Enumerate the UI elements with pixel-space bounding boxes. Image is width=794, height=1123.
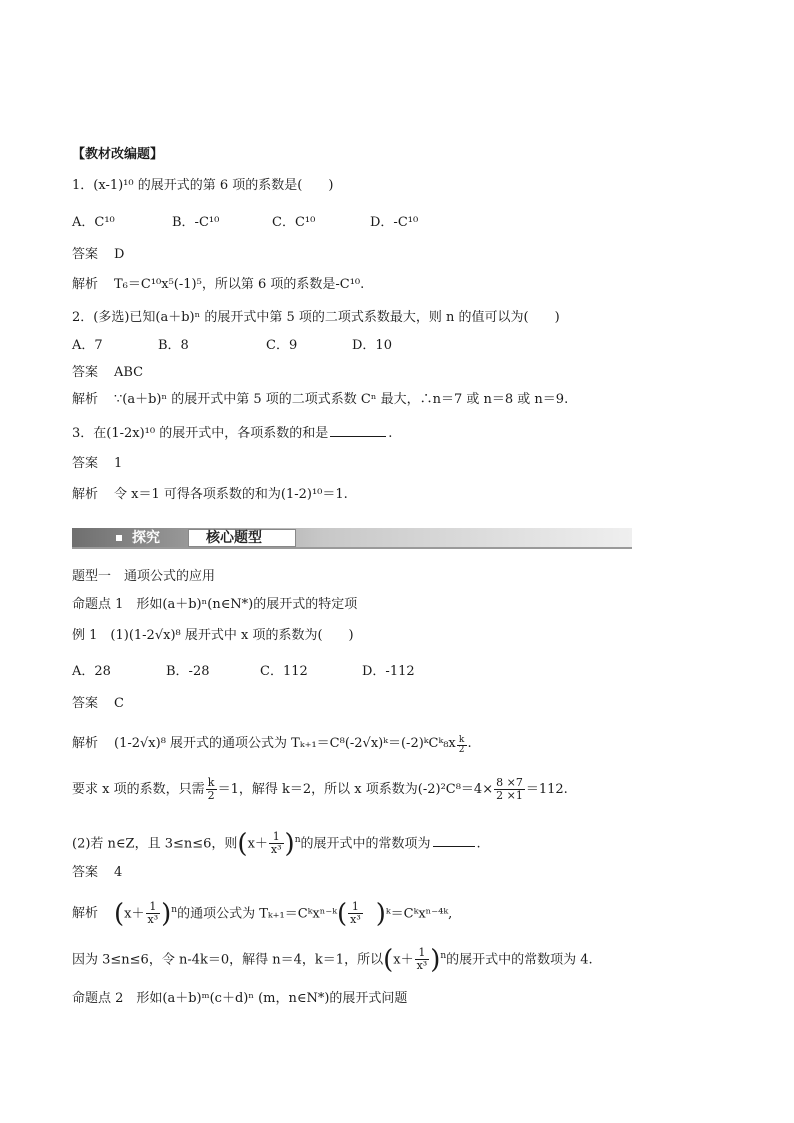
right-paren: ): [284, 828, 295, 859]
question-3-text: [72, 424, 392, 443]
option-b: B．-28: [166, 664, 210, 679]
analysis-text: 因为 3≤n≤6，令 n-4k＝0，解得 n＝4，k＝1，所以: [72, 952, 384, 968]
question-1-options: [72, 214, 418, 232]
fraction-1-over-x3: [415, 947, 430, 972]
question-2-text: 2．(多选)已知(a＋b)ⁿ 的展开式中第 5 项的二项式系数最大，则 n 的值可以为( ): [72, 310, 560, 325]
type-1-title: 题型一 通项公式的应用: [72, 569, 216, 584]
option-a: A．C¹⁰: [72, 215, 115, 230]
fraction-numerator: 1: [415, 947, 430, 960]
fraction-denominator: x³: [147, 913, 159, 927]
banner-subtitle: 核心题型: [206, 530, 262, 546]
analysis-text: 令 x＝1 可得各项系数的和为(1-2)¹⁰＝1.: [114, 487, 348, 502]
fraction-denominator: x³: [350, 913, 361, 927]
answer-value: 1: [114, 456, 123, 471]
question-2-answer: [72, 364, 143, 382]
banner-underline: [72, 547, 632, 549]
question-3-answer: [72, 455, 122, 473]
fraction-numerator: 1: [348, 901, 363, 914]
answer-label: 答案: [72, 247, 99, 262]
fraction-denominator: x³: [270, 843, 282, 857]
fraction-k-over-2: [206, 777, 217, 802]
question-2-analysis: [72, 391, 568, 409]
option-c: C．112: [260, 664, 308, 679]
point-1-title: 命题点 1 形如(a＋b)ⁿ(n∈N*)的展开式的特定项: [72, 597, 358, 612]
fraction-numerator: 1: [269, 831, 284, 844]
answer-blank: [330, 424, 386, 437]
option-c: C．C¹⁰: [272, 215, 316, 230]
answer-label: 答案: [72, 456, 99, 471]
example-1-part-2-analysis-line2: 因为 3≤n≤6，令 n-4k＝0，解得 n＝4，k＝1，所以(x＋ $\frac{1}{\text{x³}}$ )$^n$的展开式中的常数项为 4.: [72, 944, 593, 975]
left-paren: (: [383, 944, 394, 975]
fraction-combination: [494, 777, 525, 802]
example-1-part-2-answer: [72, 864, 122, 882]
option-b: B．8: [158, 338, 189, 353]
fraction-numerator: 1: [146, 901, 161, 914]
fraction-1-over-x3: [146, 901, 161, 926]
fraction-denominator: 2 ×1: [496, 789, 523, 802]
answer-label: 答案: [72, 865, 99, 880]
analysis-label: 解析: [72, 277, 99, 292]
fraction-denominator: x³: [416, 959, 428, 973]
example-1-part-2: (2)若 n∈Z，且 3≤n≤6，则(x＋ $\frac{1}{\text{x³}}$ )$^n$的展开式中的常数项为 .: [72, 828, 481, 859]
option-a: A．7: [72, 338, 103, 353]
answer-label: 答案: [72, 365, 99, 380]
question-3-stem: 3．在(1-2x)¹⁰ 的展开式中，各项系数的和是: [72, 426, 329, 441]
left-paren: (: [237, 828, 248, 859]
analysis-text: 的展开式中的常数项为 4.: [446, 952, 593, 968]
answer-value: 4: [114, 865, 123, 880]
analysis-text: 的通项公式为 Tₖ₊₁＝Cᵏxⁿ⁻ᵏ: [177, 906, 337, 922]
option-d: D．10: [352, 338, 392, 353]
analysis-label: 解析: [72, 736, 99, 751]
analysis-text: (1-2√x)⁸ 展开式的通项公式为 Tₖ₊₁＝C⁸(-2√x)ᵏ＝(-2)ᵏCᵏ₈x: [114, 736, 456, 751]
question-3-end: .: [388, 426, 393, 441]
analysis-text: ＝112.: [525, 782, 568, 797]
example-1-analysis-line2: [72, 776, 568, 804]
answer-value: D: [114, 247, 125, 262]
example-1-question: 例 1 (1)(1-2√x)⁸ 展开式中 x 项的系数为( ): [72, 628, 354, 643]
answer-label: 答案: [72, 696, 99, 711]
option-d: D．-C¹⁰: [370, 215, 419, 230]
answer-value: ABC: [114, 365, 144, 380]
analysis-label: 解析: [72, 906, 99, 922]
expression-x: x＋: [124, 906, 145, 922]
analysis-text: ᵏ＝Cᵏxⁿ⁻⁴ᵏ,: [385, 906, 453, 922]
analysis-text: T₆＝C¹⁰x⁵(-1)⁵，所以第 6 项的系数是-C¹⁰.: [114, 277, 365, 292]
right-paren: ): [375, 898, 386, 929]
fraction-numerator: k: [206, 777, 217, 790]
banner-title: 探究: [132, 530, 160, 546]
example-1-analysis: 解析 (1-2√x)⁸ 展开式的通项公式为 Tₖ₊₁＝C⁸(-2√x)ᵏ＝(-2)ᵏCᵏ₈x $\frac{k}{2}$ .: [72, 730, 472, 758]
question-1-analysis: [72, 276, 364, 294]
question-1-answer: [72, 246, 124, 264]
analysis-text: ∵(a＋b)ⁿ 的展开式中第 5 项的二项式系数 Cⁿ 最大，∴n＝7 或 n＝8 或 n＝9.: [114, 392, 569, 407]
analysis-text: 要求 x 项的系数，只需: [72, 782, 205, 797]
expression-x: x＋: [247, 836, 268, 852]
exponent-numerator: k: [457, 736, 467, 746]
analysis-text: ＝1，解得 k＝2，所以 x 项系数为(-2)²C⁸＝4×: [217, 782, 494, 797]
exponent-denominator: 2: [458, 744, 465, 755]
fraction-1-over-x3: [348, 901, 363, 926]
fraction-denominator: 2: [207, 789, 215, 802]
left-paren: (: [114, 898, 125, 929]
question-text: 的展开式中的常数项为: [300, 836, 431, 852]
fraction-numerator: 8 ×7: [496, 776, 523, 789]
analysis-label: 解析: [72, 392, 99, 407]
example-1-part-2-analysis: 解析 (x＋ $\frac{1}{\text{x³}}$ )$^n$的通项公式为 Tₖ₊₁＝Cᵏxⁿ⁻ᵏ( $\frac{1}{\text{x³}}$ )ᵏ＝Cᵏxⁿ⁻⁴ᵏ,: [72, 898, 453, 929]
analysis-label: 解析: [72, 487, 99, 502]
question-3-analysis: [72, 486, 348, 504]
fraction-1-over-x3: [269, 831, 284, 856]
option-b: B．-C¹⁰: [172, 215, 220, 230]
example-1-answer: [72, 695, 124, 713]
left-paren: (: [336, 898, 348, 929]
answer-value: C: [114, 696, 124, 711]
right-paren: ): [430, 944, 441, 975]
option-c: C．9: [266, 338, 298, 353]
section-banner: [72, 528, 632, 548]
question-text: (2)若 n∈Z，且 3≤n≤6，则: [72, 836, 238, 852]
example-1-options: [72, 663, 415, 681]
point-2-title: 命题点 2 形如(a＋b)ᵐ(c＋d)ⁿ (m，n∈N*)的展开式问题: [72, 991, 408, 1006]
right-paren: ): [161, 898, 172, 929]
banner-square-icon: [116, 535, 122, 541]
question-1-text: 1．(x-1)¹⁰ 的展开式的第 6 项的系数是( ): [72, 178, 334, 193]
exponent-fraction: [457, 736, 467, 755]
question-2-options: [72, 337, 392, 355]
section-tag: 【教材改编题】: [72, 147, 164, 162]
expression-x: x＋: [393, 952, 414, 968]
answer-blank: [433, 834, 475, 847]
option-d: D．-112: [362, 664, 415, 679]
option-a: A．28: [72, 664, 111, 679]
